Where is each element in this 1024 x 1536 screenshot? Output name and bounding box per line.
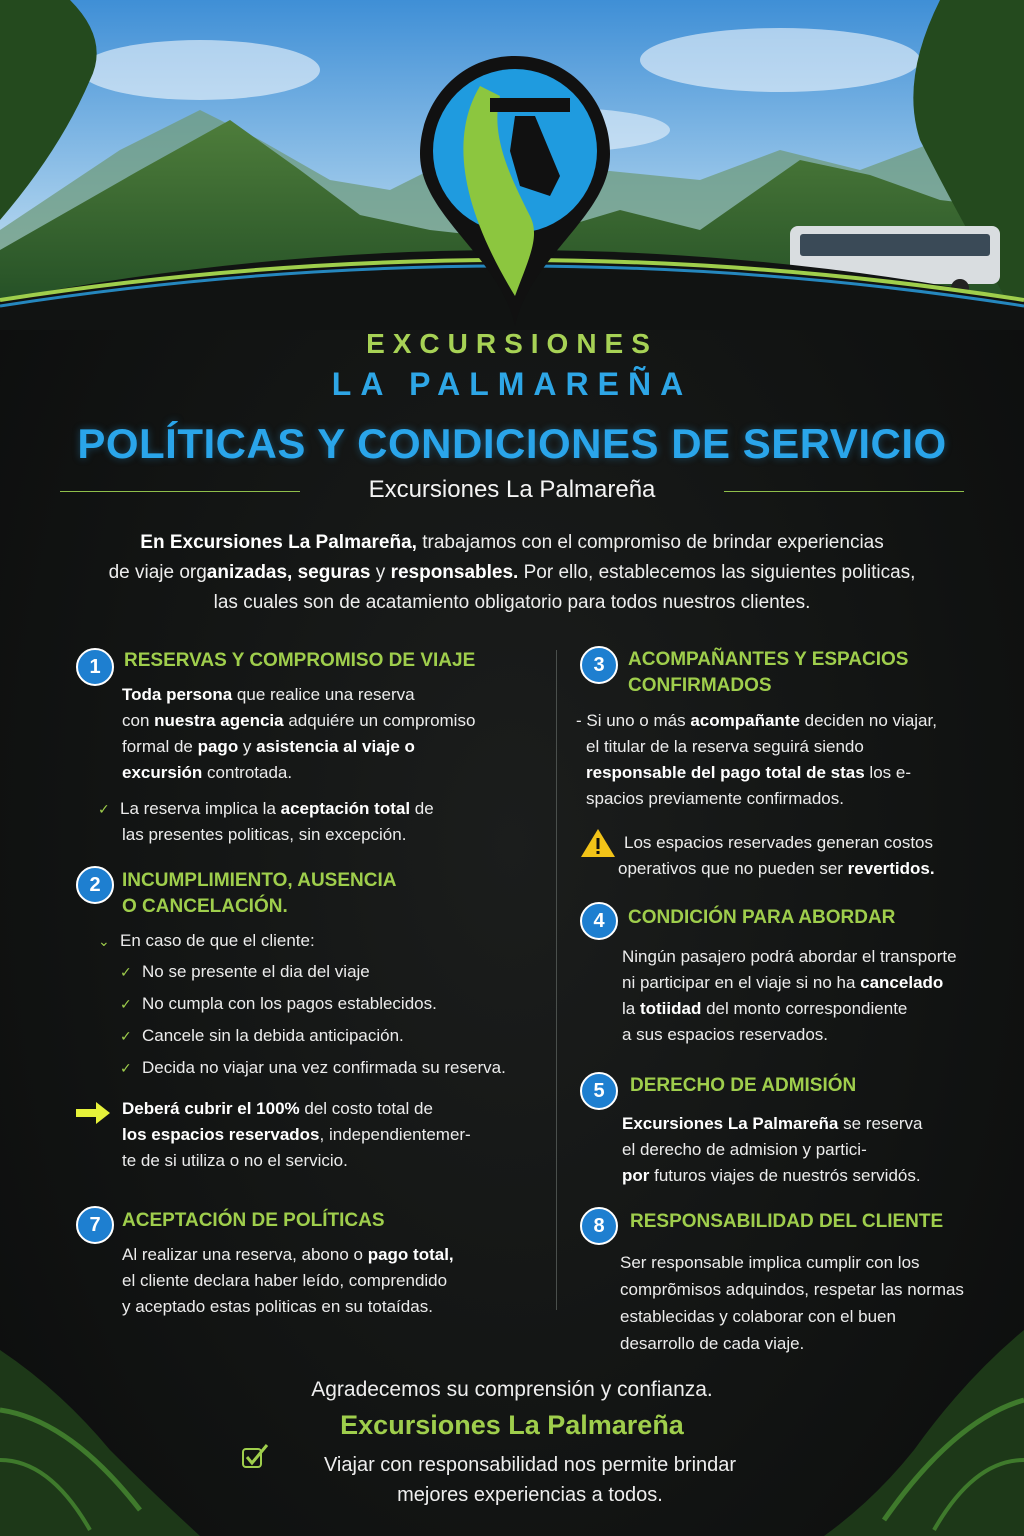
section-2-badge: 2 — [76, 866, 114, 904]
subtitle-row — [60, 474, 964, 508]
section-4-badge: 4 — [580, 902, 618, 940]
section-7-badge: 7 — [76, 1206, 114, 1244]
list-item: ✓ No se presente el dia del viaje — [98, 959, 548, 985]
section-1-text: Toda persona que realice una reserva con nuestra agencia adquiére un compromiso formal de pago y asistencia al viaje o excursión controtada. — [122, 685, 476, 782]
footer-thanks: Agradecemos su comprensión y confianza. — [311, 1378, 713, 1401]
section-5-text: Excursiones La Palmareña se reserva el derecho de admision y partici- por futuros viajes de nuestrós servidós. — [622, 1114, 923, 1185]
intro-paragraph: En Excursiones La Palmareña, trabajamos con el compromiso de brindar experiencias de viaje organizadas, seguras y responsables. Por ello, establecemos las siguientes politicas, las cuales son de acatamiento obligatorio para todos nuestros clientes. — [108, 532, 916, 613]
section-8-title: RESPONSABILIDAD DEL CLIENTE — [630, 1211, 944, 1232]
section-5-title: DERECHO DE ADMISIÓN — [630, 1075, 857, 1096]
chevron-down-icon: ⌄ — [98, 933, 110, 949]
brand-name-line2: LA PALMAREÑA — [331, 366, 693, 402]
section-4-title: CONDICIÓN PARA ABORDAR — [628, 907, 896, 928]
check-icon: ✓ — [120, 1028, 132, 1044]
section-5-badge: 5 — [580, 1072, 618, 1110]
brand-name-line1: EXCURSIONES — [366, 328, 658, 359]
column-divider — [556, 650, 557, 1310]
footer-tagline: Viajar con responsabilidad nos permite brindar mejores experiencias a todos. — [323, 1454, 737, 1506]
section-2-title: INCUMPLIMIENTO, AUSENCIA O CANCELACIÓN. — [122, 870, 397, 917]
section-8-badge: 8 — [580, 1207, 618, 1245]
list-item: ✓ Cancele sin la debida anticipación. — [98, 1023, 548, 1049]
section-7-title: ACEPTACIÓN DE POLÍTICAS — [122, 1210, 385, 1231]
warning-icon — [580, 828, 616, 858]
list-item: ✓ No cumpla con los pagos establecidos. — [98, 991, 548, 1017]
section-8-text: Ser responsable implica cumplir con los comprõmisos adquindos, respetar las normas establecidas y colaborar con el buen desarrollo de cada viaje. — [620, 1253, 964, 1353]
section-1-acceptance: ✓ La reserva implica la aceptación total de las presentes politicas, sin excepción. — [98, 796, 538, 848]
subtitle: Excursiones La Palmareña — [368, 476, 656, 503]
check-icon: ✓ — [120, 964, 132, 980]
section-7-text: Al realizar una reserva, abono o pago total, el cliente declara haber leído, comprendido y aceptado estas politicas en su totaídas. — [122, 1245, 454, 1316]
section-4-text: Ningún pasajero podrá abordar el transporte ni participar en el viaje si no ha cancelado la totiidad del monto correspondiente a sus espacios reservados. — [622, 947, 957, 1044]
section-2-list: ⌄ En caso de que el cliente: ✓ No se presente el dia del viaje ✓ No cumpla con los pagos establecidos. ✓ Cancele sin la debida anticipación. ✓ Decida no viajar una vez confirmada su reserva. — [98, 928, 548, 1081]
check-icon: ✓ — [120, 1060, 132, 1076]
section-3-text: - Si uno o más acompañante deciden no viajar, el titular de la reserva seguirá siendo responsable del pago total de stas los e- spacios previamente confirmados. — [576, 711, 937, 808]
section-3-badge: 3 — [580, 646, 618, 684]
section-3-title: ACOMPAÑANTES Y ESPACIOS CONFIRMADOS — [628, 649, 909, 696]
footer-brand: Excursiones La Palmareña — [340, 1410, 684, 1440]
list-item: ✓ Decida no viajar una vez confirmada su reserva. — [98, 1055, 548, 1081]
section-3-warning: Los espacios reservades generan costos operativos que no pueden ser revertidos. — [618, 833, 935, 878]
check-icon: ✓ — [98, 801, 110, 817]
check-icon: ✓ — [120, 996, 132, 1012]
brand-logo-icon — [420, 56, 610, 326]
page-title: POLÍTICAS Y CONDICIONES DE SERVICIO — [77, 420, 947, 467]
arrow-right-icon — [74, 1100, 112, 1126]
section-2-note: Deberá cubrir el 100% del costo total de los espacios reservados, independientemer- te de si utiliza o no el servicio. — [122, 1099, 471, 1170]
section-1-badge: 1 — [76, 648, 114, 686]
section-1-title: RESERVAS Y COMPROMISO DE VIAJE — [124, 650, 476, 671]
